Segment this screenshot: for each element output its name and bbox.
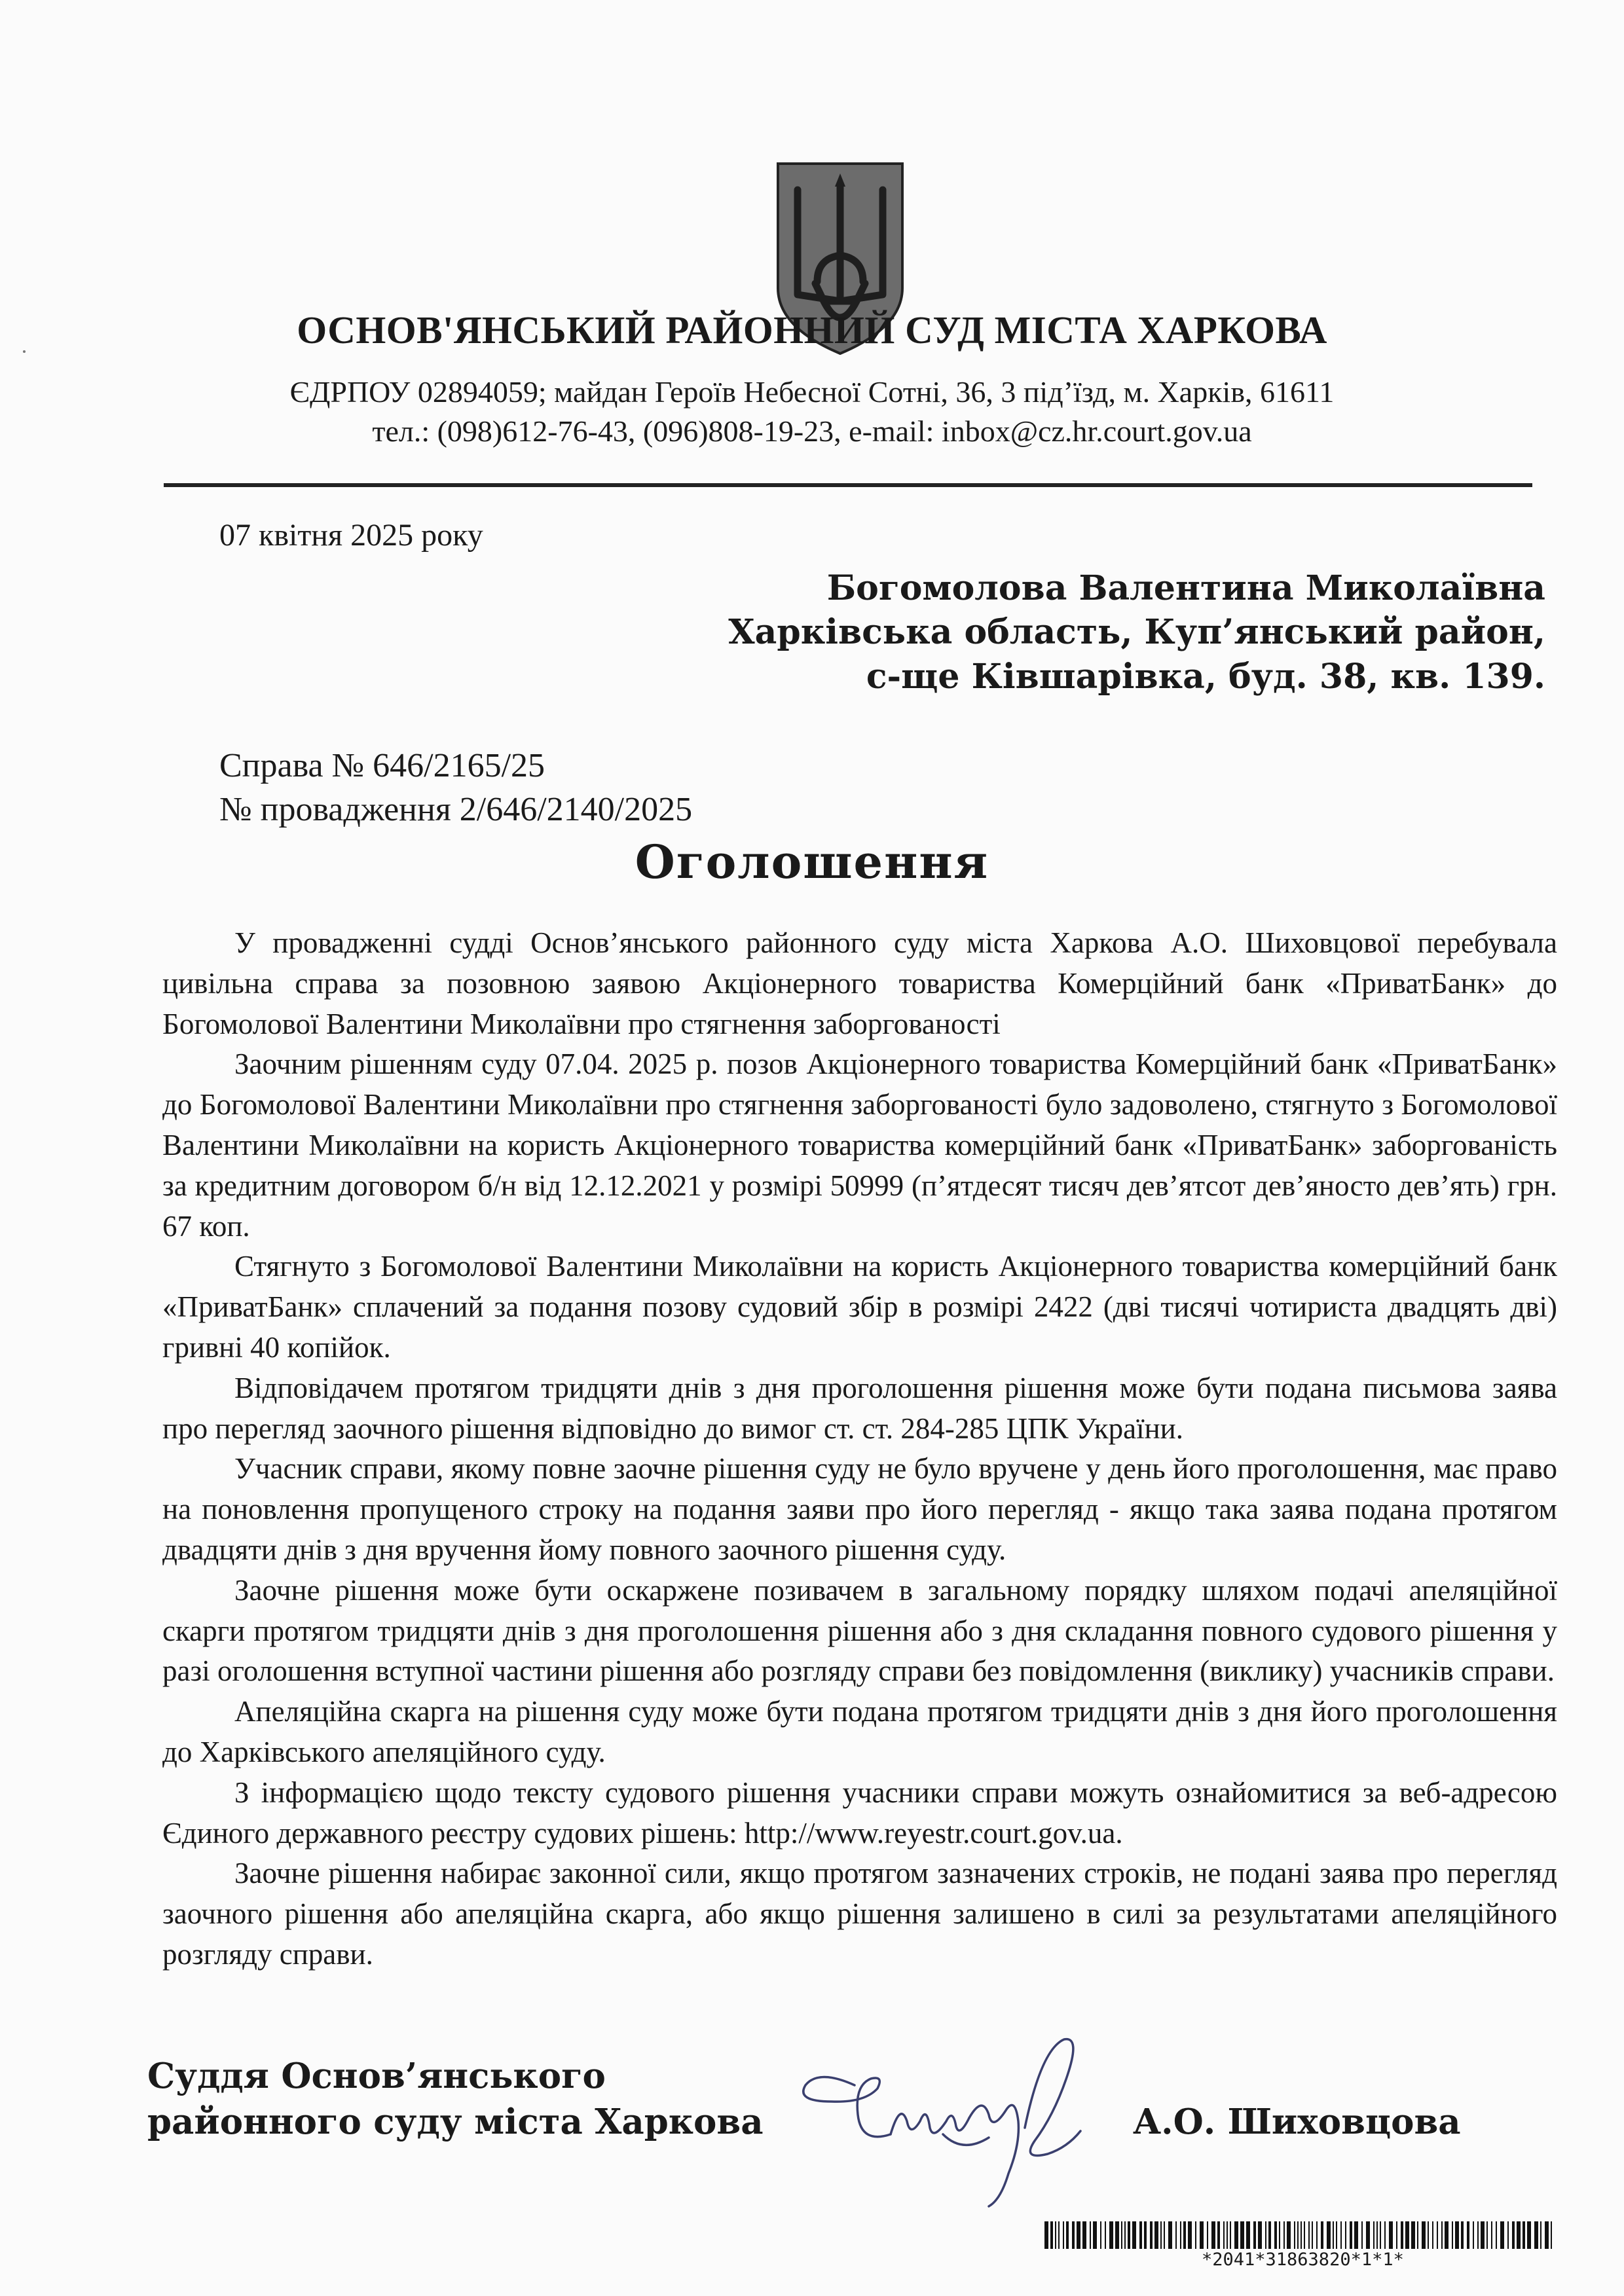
barcode [1044,2221,1552,2249]
recipient-address-line1: Харківська область, Куп’янський район, [728,612,1545,652]
paragraph: Апеляційна скарга на рішення суду може бути подана протягом тридцяти днів з дня його проголошення до Харківського апеляційного суду. [162,1695,1557,1768]
court-name: ОСНОВ'ЯНСЬКИЙ РАЙОННИЙ СУД МІСТА ХАРКОВА [297,308,1327,352]
court-contacts-line2: тел.: (098)612-76-43, (096)808-19-23, e-mail: inbox@cz.hr.court.gov.ua [372,414,1252,448]
paragraph: Учасник справи, якому повне заочне рішення суду не було вручене у день його проголошення, має право на поновлення пропущеного строку на подання заяви про його перегляд - якщо така заява подана протягом двадцяти днів з дня вручення йому повного заочного рішення суду. [162,1452,1557,1566]
document-date: 07 квітня 2025 року [219,518,483,553]
announcement-body [162,923,1557,1975]
document-title: Оголошення [635,835,989,889]
paragraph: Заочним рішенням суду 07.04. 2025 р. позов Акціонерного товариства Комерційний банк «ПриватБанк» до Богомолової Валентини Миколаївни про стягнення заборгованості було задоволено, стягнуто з Богомолової Валентини Миколаївни на користь Акціонерного товариства комерційний банк «ПриватБанк» заборгованість за кредитним договором б/н від 12.12.2021 у розмірі 50999 (п’ятдесят тисяч дев’ятсот дев’яносто дев’ять) грн. 67 коп. [162,1048,1557,1243]
court-details-line1: ЄДРПОУ 02894059; майдан Героїв Небесної Сотні, 36, 3 під’їзд, м. Харків, 61611 [289,375,1335,409]
judge-title-line1: Суддя Основ’янського [147,2056,606,2096]
header-divider [164,483,1532,487]
proceeding-number: № провадження 2/646/2140/2025 [219,791,693,828]
paragraph: Заочне рішення може бути оскаржене позивачем в загальному порядку шляхом подачі апеляційної скарги протягом тридцяти днів з дня проголошення рішення або з дня складання повного судового рішення у разі оголошення вступної частини рішення або розгляду справи без повідомлення (виклику) учасників справи. [162,1573,1557,1688]
recipient-address-line2: с-ще Ківшарівка, буд. 38, кв. 139. [866,657,1545,697]
barcode-number: *2041*31863820*1*1* [1202,2250,1404,2270]
paragraph: Стягнуто з Богомолової Валентини Миколаївни на користь Акціонерного товариства комерційний банк «ПриватБанк» сплачений за подання позову судовий збір в розмірі 2422 (дві тисячі чотириста двадцять дві) гривні 40 копійок. [162,1250,1557,1364]
case-number: Справа № 646/2165/25 [219,747,545,784]
handwritten-signature [792,2023,1120,2213]
judge-name: А.О. Шиховцова [1133,2102,1461,2142]
paragraph: У провадженні судді Основ’янського районного суду міста Харкова А.О. Шиховцової перебувала цивільна справа за позовною заявою Акціонерного товариства Комерційний банк «ПриватБанк» до Богомолової Валентини Миколаївни про стягнення заборгованості [162,926,1557,1040]
paragraph: З інформацією щодо тексту судового рішення учасники справи можуть ознайомитися за веб-адресою Єдиного державного реєстру судових рішень: http://www.reyestr.court.gov.ua. [162,1776,1557,1850]
paragraph: Відповідачем протягом тридцяти днів з дня проголошення рішення може бути подана письмова заява про перегляд заочного рішення відповідно до вимог ст. ст. 284-285 ЦПК України. [162,1371,1557,1445]
judge-title-line2: районного суду міста Харкова [147,2102,764,2142]
paragraph: Заочне рішення набирає законної сили, якщо протягом зазначених строків, не подані заява про перегляд заочного рішення або апеляційна скарга, або якщо рішення залишено в силі за результатами апеляційного розгляду справи. [162,1857,1557,1971]
recipient-name: Богомолова Валентина Миколаївна [826,568,1545,608]
